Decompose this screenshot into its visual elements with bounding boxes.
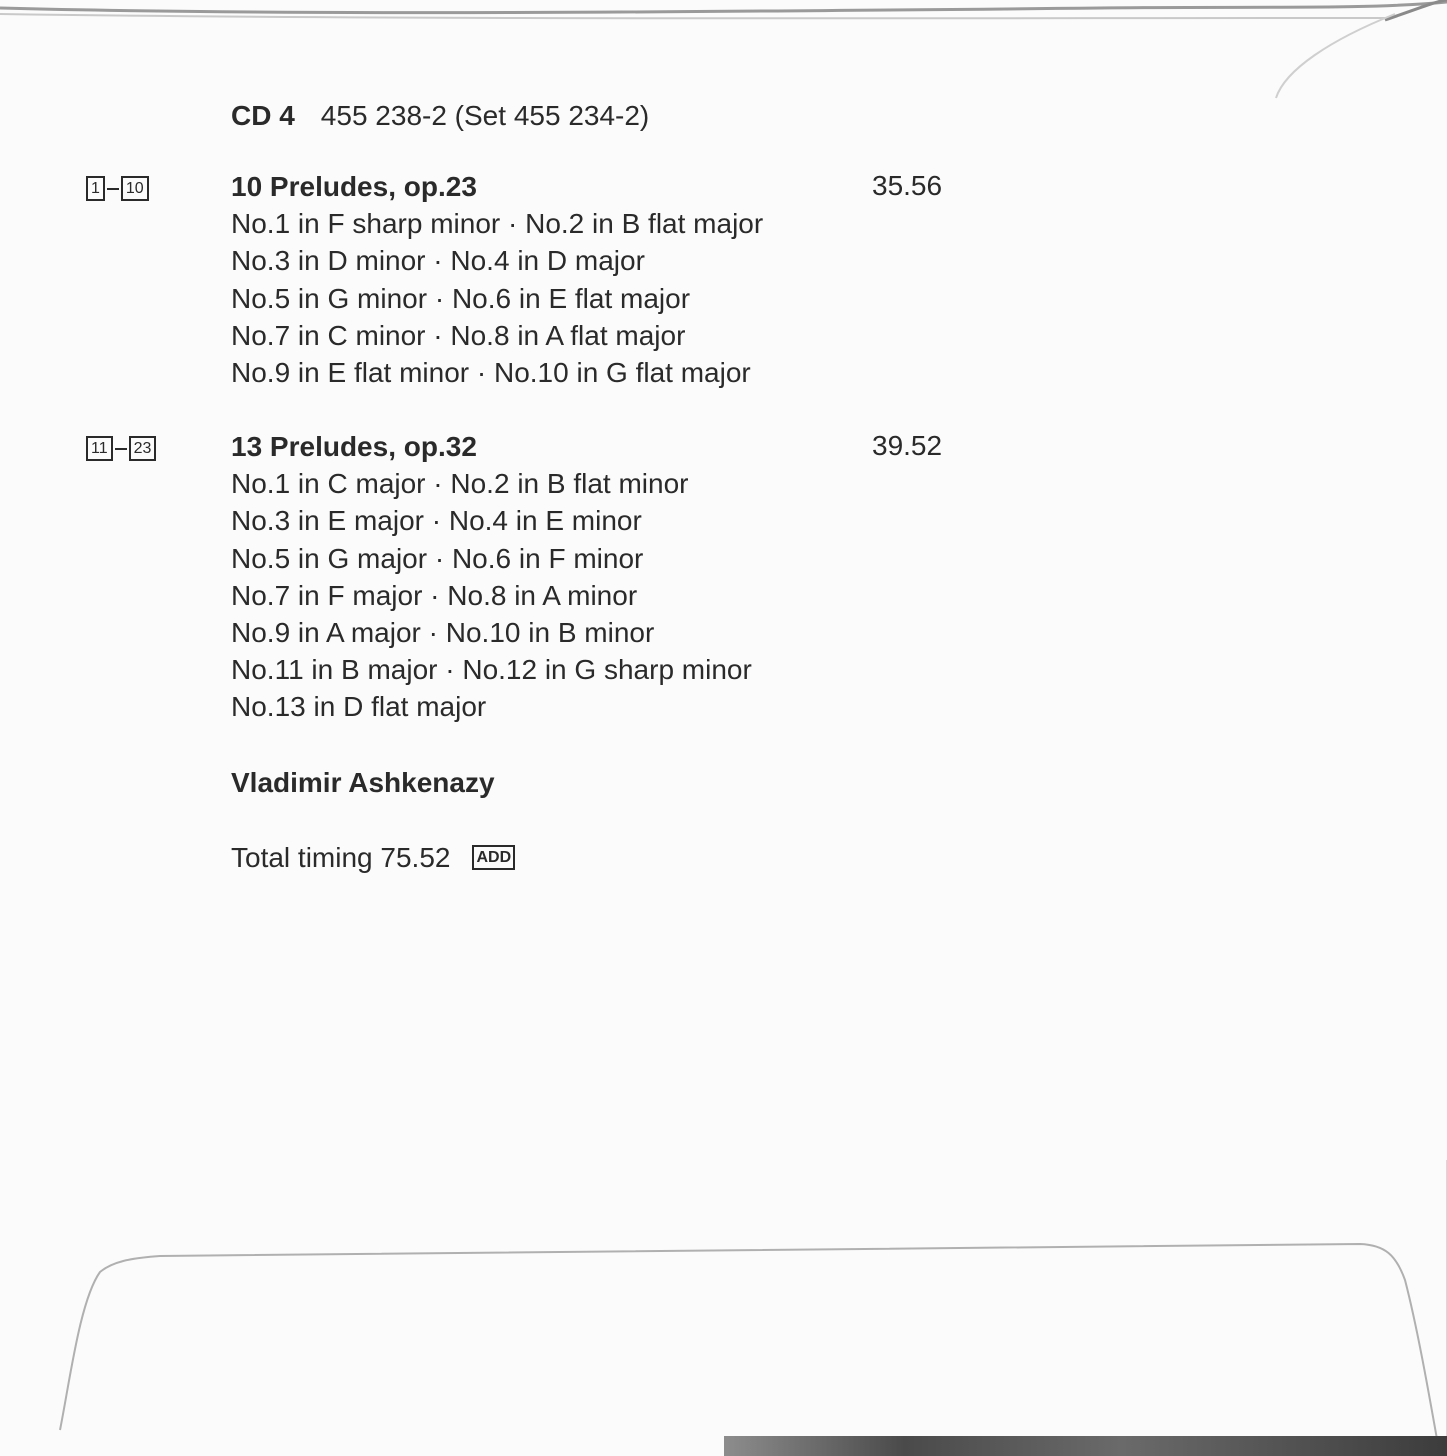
work-line: No.5 in G minor · No.6 in E flat major (231, 282, 691, 314)
work-title: 10 Preludes, op.23 (231, 171, 477, 202)
bottom-edge-shadow (724, 1436, 1447, 1456)
total-timing-label: Total timing 75.52 (231, 842, 451, 873)
range-dash (107, 188, 119, 190)
work-line: No.9 in E flat minor · No.10 in G flat major (231, 357, 751, 389)
work-title: 13 Preludes, op.32 (231, 431, 477, 462)
work-line: No.9 in A major · No.10 in B minor (231, 617, 655, 649)
work-line: No.13 in D flat major (231, 691, 487, 723)
work-duration: 35.56 (872, 170, 943, 201)
performer-name: Vladimir Ashkenazy (231, 767, 495, 798)
work-line: No.3 in D minor · No.4 in D major (231, 245, 645, 277)
work-1 (231, 168, 763, 391)
cd-label: CD 4 (231, 100, 295, 131)
work-line: No.11 in B major · No.12 in G sharp minor (231, 654, 752, 686)
work-2 (231, 428, 752, 726)
cd-header (231, 99, 649, 133)
track-range-2 (86, 436, 156, 461)
total-timing (231, 839, 515, 876)
catalog-number: 455 238-2 (Set 455 234-2) (320, 100, 650, 131)
work-line: No.1 in F sharp minor · No.2 in B flat major (231, 208, 764, 240)
add-badge: ADD (472, 845, 515, 870)
work-line: No.5 in G major · No.6 in F minor (231, 542, 644, 574)
track-end-box: 23 (129, 436, 157, 461)
track-range-1 (86, 176, 149, 201)
work-line: No.7 in C minor · No.8 in A flat major (231, 319, 686, 351)
track-start-box: 1 (86, 176, 105, 201)
track-start-box: 11 (86, 436, 113, 461)
range-dash (115, 448, 127, 450)
work-duration: 39.52 (872, 430, 943, 461)
work-line: No.3 in E major · No.4 in E minor (231, 505, 642, 537)
track-end-box: 10 (121, 176, 149, 201)
work-line: No.1 in C major · No.2 in B flat minor (231, 468, 689, 500)
work-line: No.7 in F major · No.8 in A minor (231, 579, 638, 611)
